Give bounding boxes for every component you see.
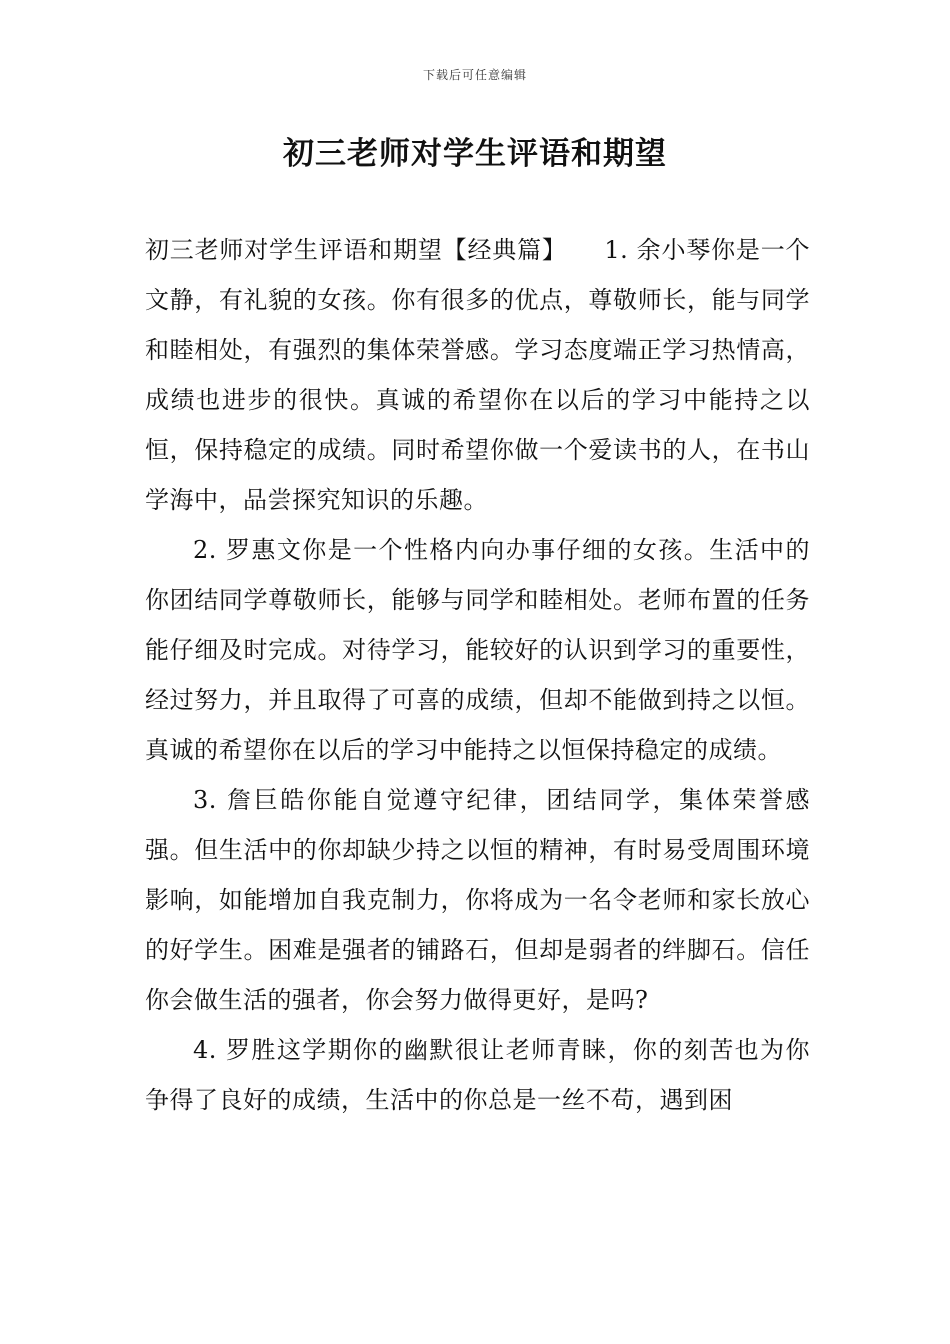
paragraph-comment-4: 4. 罗胜这学期你的幽默很让老师青睐，你的刻苦也为你争得了良好的成绩，生活中的你总是一丝不苟，遇到困 [145,1036,810,1114]
document-title: 初三老师对学生评语和期望 [283,136,667,172]
paragraph-intro-and-comment-1: 初三老师对学生评语和期望【经典篇】 1. 余小琴你是一个文静，有礼貌的女孩。你有很多的优点，尊敬师长，能与同学和睦相处，有强烈的集体荣誉感。学习态度端正学习热情高，成绩也进步的很快。真诚的希望你在以后的学习中能持之以恒，保持稳定的成绩。同时希望你做一个爱读书的人，在书山学海中，品尝探究知识的乐趣。 [145,236,810,514]
document-body [145,225,810,1125]
paragraph-comment-3: 3. 詹巨皓你能自觉遵守纪律，团结同学，集体荣誉感强。但生活中的你却缺少持之以恒的精神，有时易受周围环境影响，如能增加自我克制力，你将成为一名令老师和家长放心的好学生。困难是强者的铺路石，但却是弱者的绊脚石。信任你会做生活的强者，你会努力做得更好，是吗? [145,786,810,1014]
paragraph-comment-2: 2. 罗惠文你是一个性格内向办事仔细的女孩。生活中的你团结同学尊敬师长，能够与同学和睦相处。老师布置的任务能仔细及时完成。对待学习，能较好的认识到学习的重要性，经过努力，并且取得了可喜的成绩，但却不能做到持之以恒。真诚的希望你在以后的学习中能持之以恒保持稳定的成绩。 [145,536,810,764]
page-header-note: 下载后可任意编辑 [422,68,527,82]
